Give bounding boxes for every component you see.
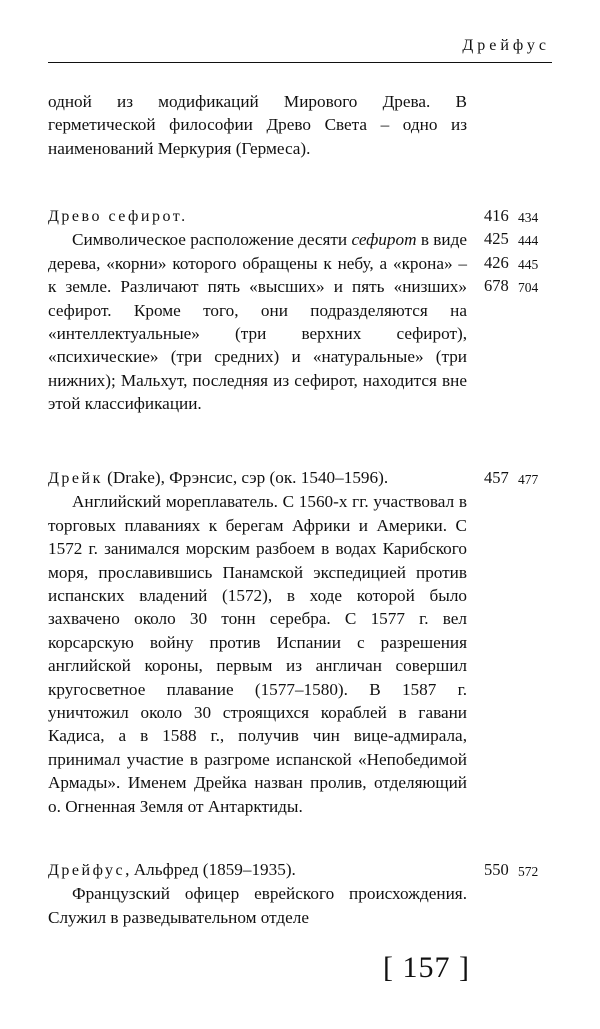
ref-primary: 678	[484, 276, 509, 296]
ref-row	[484, 858, 564, 881]
ref-secondary: 477	[518, 472, 539, 487]
entry-heading	[48, 466, 467, 490]
entry-heading-rest: , Альфред (1859–1935).	[125, 860, 296, 879]
ref-secondary: 444	[518, 233, 539, 249]
running-head	[48, 36, 552, 63]
entry-body-post: в виде дерева, «корни» которого обращены к небу, а «крона» – к земле. Различают пять «высших» и пять «низших» сефирот. Кроме того, они подразделяются на «интеллектуальные» (три верхних сефирот), «психические» (три средних) и «натуральные» (три нижних); Мальхут, последняя из сефирот, находится вне этой классификации.	[48, 230, 467, 414]
entry-body-em: сефирот	[351, 230, 417, 250]
continuation-block	[48, 90, 467, 160]
entry-body: Английский мореплаватель. С 1560-х гг. участвовал в торговых плаваниях к берегам Африки и Америки. С 1572 г. занимался морским разбоем в водах Карибского моря, прославившись Панамской экспедицией против испанских владений (1572), в ходе которой было захвачено около 30 тонн серебра. С 1577 г. вел корсарскую войну против Испании с разрешения английской короны, первым из англичан совершил кругосветное плавание (1577–1580). В 1587 г. уничтожил около 30 строящихся кораблей в гавани Кадиса, а в 1588 г., получив чин вице-адмирала, принимал участие в разгроме испанской «Непобедимой Армады». Именем Дрейка назван пролив, отделяющий о. Огненная Земля от Антарктиды.	[48, 492, 467, 816]
ref-row	[484, 274, 564, 297]
ref-row	[484, 466, 564, 489]
page-number: [ 157 ]	[383, 951, 470, 984]
ref-secondary: 434	[518, 210, 539, 225]
continuation-text: одной из модификаций Мирового Древа. В герметической философии Древо Света – одно из наименований Меркурия (Гермеса).	[48, 92, 467, 158]
entry-term: Древо сефирот.	[48, 208, 188, 225]
entry-term: Дрейк	[48, 470, 103, 487]
ref-row	[484, 204, 564, 227]
entry-refs-dreyfus	[484, 858, 564, 881]
ref-primary: 550	[484, 860, 509, 879]
entry-body: Французский офицер еврейского происхождения. Служил в разведывательном отделе	[48, 884, 467, 927]
entry-refs-drevo-sefirot	[484, 204, 564, 298]
ref-secondary: 572	[518, 864, 539, 879]
entry-heading-rest: (Drake), Фрэнсис, сэр (ок. 1540–1596).	[102, 468, 389, 487]
entry-drevo-sefirot	[48, 204, 467, 416]
running-head-title: Дрейфус	[462, 37, 550, 54]
entry-term: Дрейфус	[48, 862, 126, 879]
ref-primary: 416	[484, 206, 509, 225]
ref-row	[484, 227, 564, 250]
ref-secondary: 704	[518, 280, 539, 296]
entry-body	[48, 228, 467, 415]
ref-primary: 425	[484, 229, 509, 249]
entry-dreyk	[48, 466, 467, 818]
entry-refs-dreyk	[484, 466, 564, 489]
entry-dreyfus	[48, 858, 467, 929]
entry-body-pre: Символическое расположение десяти	[72, 230, 352, 250]
ref-secondary: 445	[518, 256, 539, 272]
ref-primary: 426	[484, 252, 509, 272]
ref-primary: 457	[484, 468, 509, 487]
entry-heading	[48, 858, 467, 882]
entry-heading	[48, 204, 467, 228]
ref-row	[484, 251, 564, 274]
